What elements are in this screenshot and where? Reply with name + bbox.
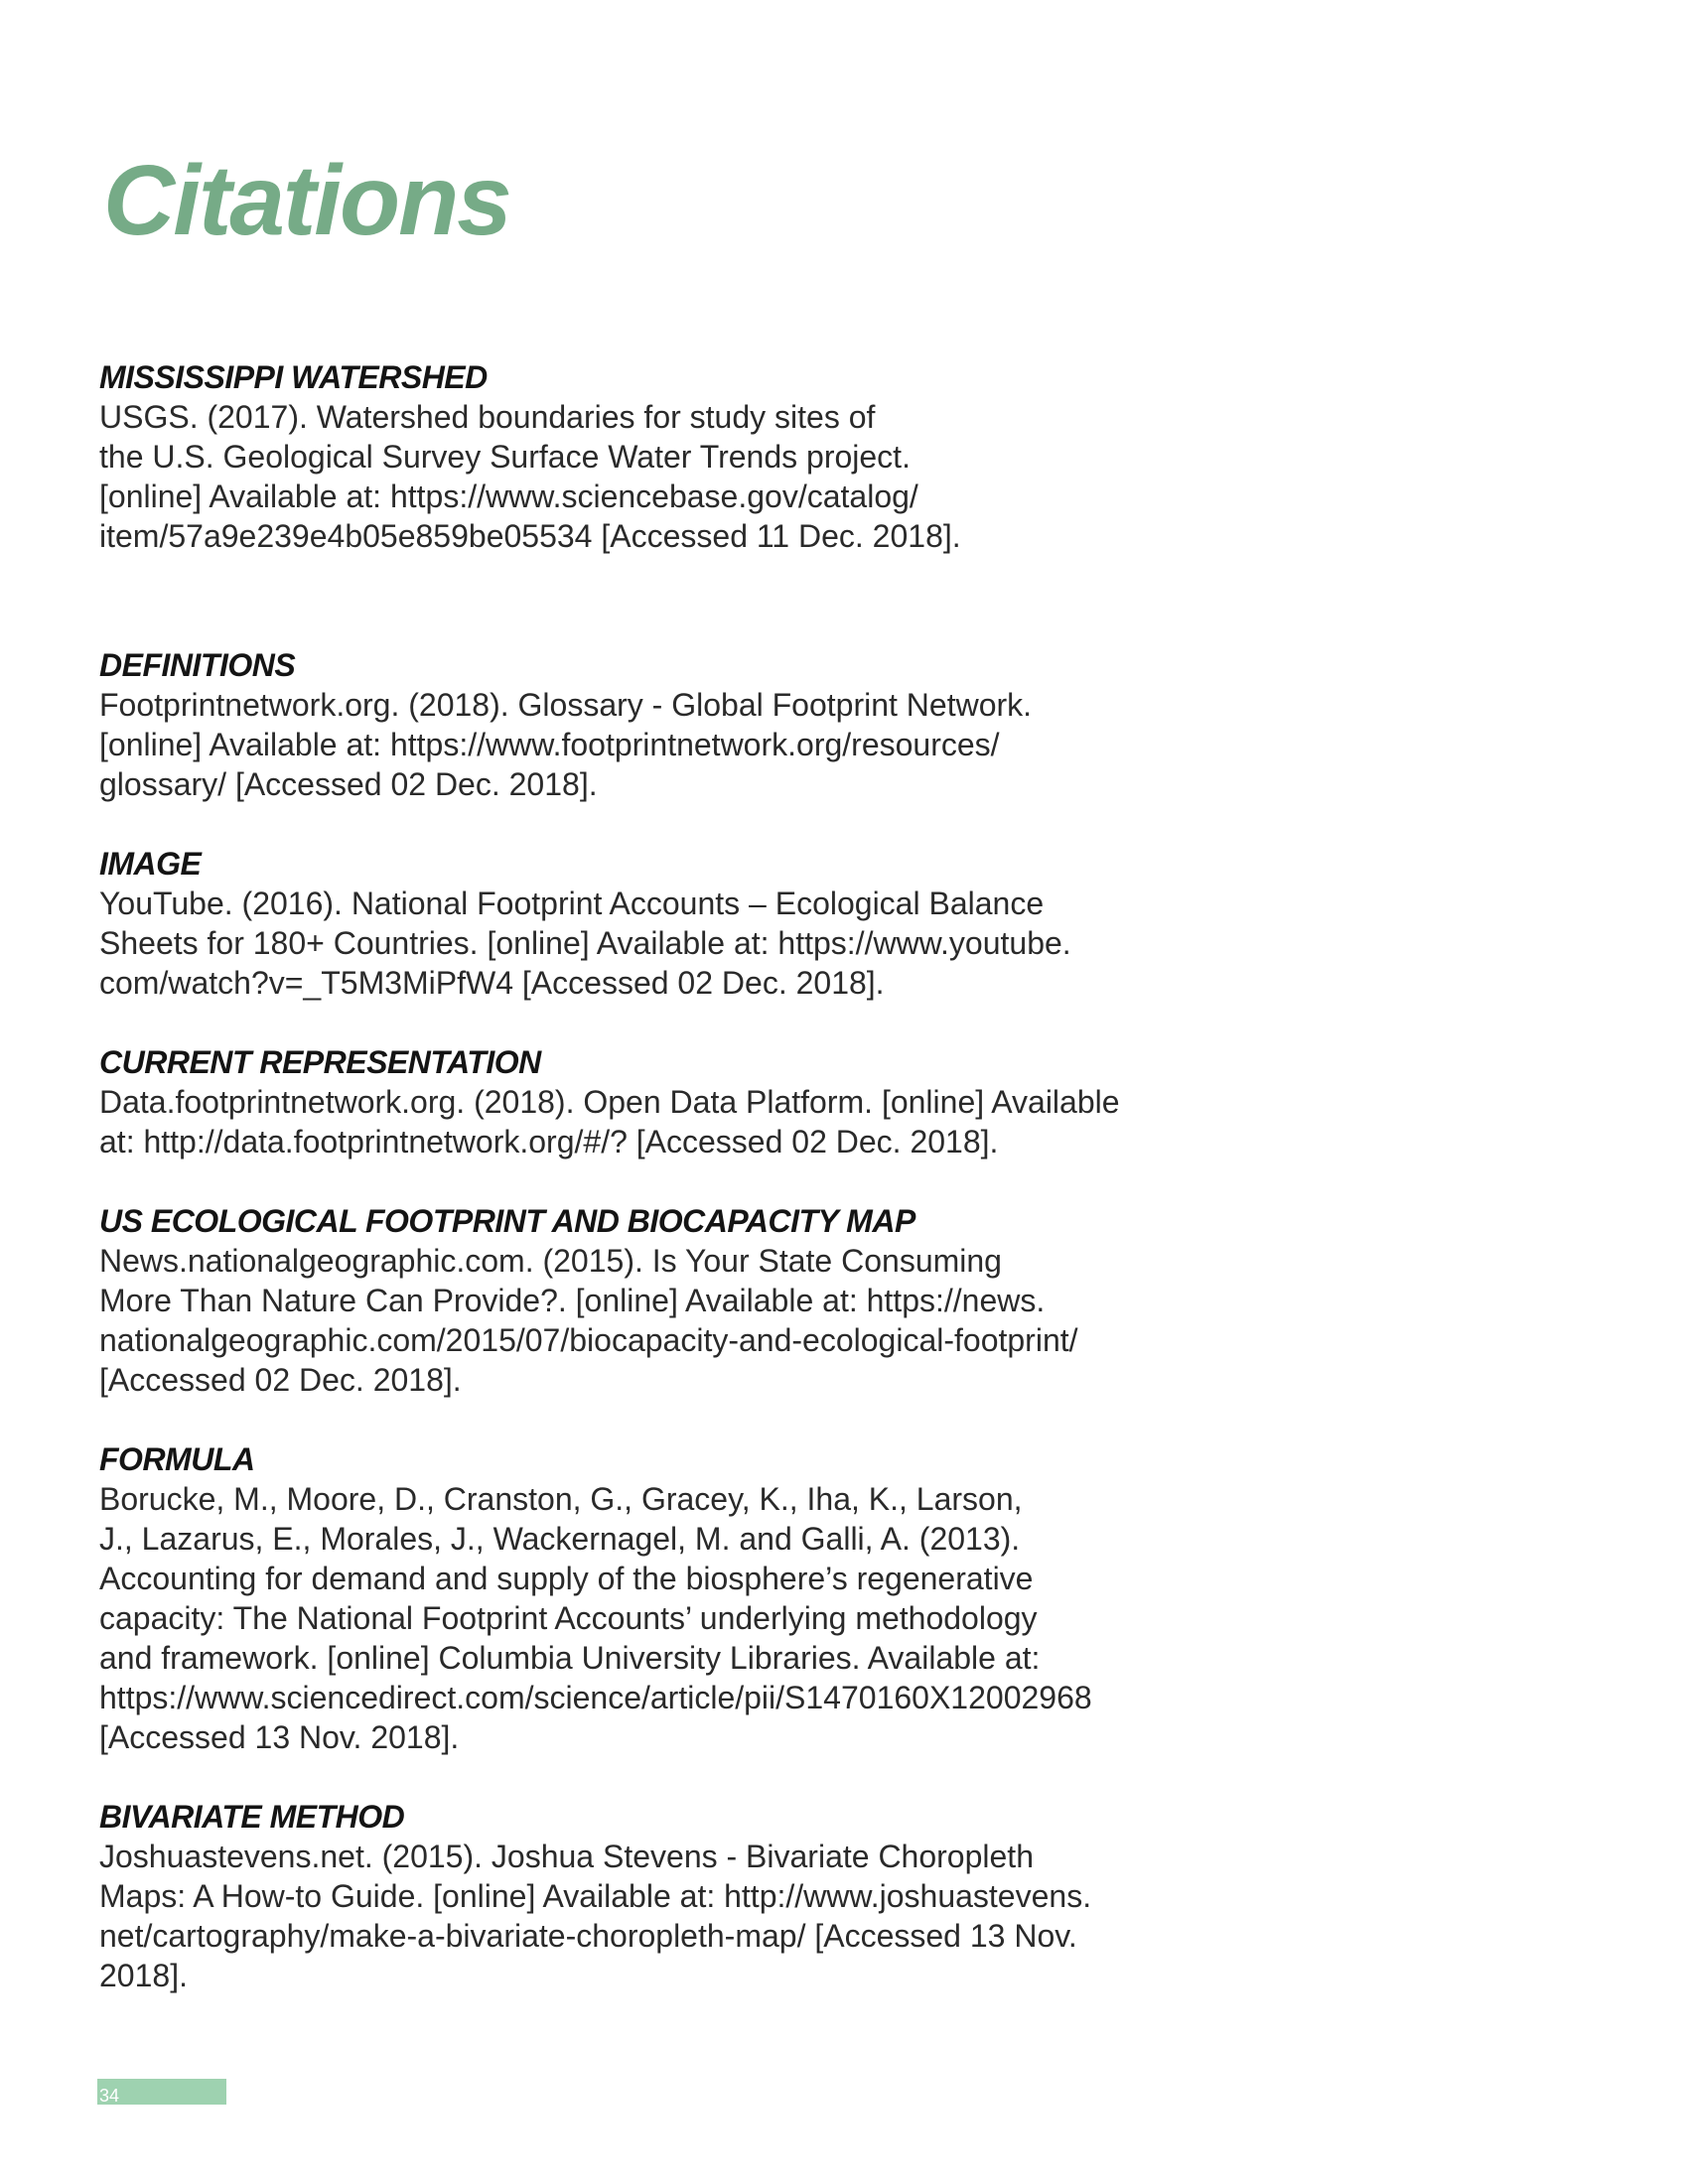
citation-mississippi-watershed: [99, 357, 1291, 556]
citation-text: USGS. (2017). Watershed boundaries for study sites of the U.S. Geological Survey Surface Water Trends project. [online] Available at: https://www.sciencebase.gov/catalog/ item/57a9e239e4b05e859be05534 [Accessed 11 Dec. 2018].: [99, 399, 961, 554]
citation-text: Footprintnetwork.org. (2018). Glossary - Global Footprint Network. [online] Available at: https://www.footprintnetwork.org/resources/ glossary/ [Accessed 02 Dec. 2018].: [99, 687, 1033, 802]
page-title: Citations: [103, 145, 510, 256]
citations-list: [99, 357, 1291, 1995]
citation-text: Borucke, M., Moore, D., Cranston, G., Gracey, K., Iha, K., Larson, J., Lazarus, E., Morales, J., Wackernagel, M. and Galli, A. (2013). Accounting for demand and supply of the biosphere’s regenerative capacity: The National Footprint Accounts’ underlying methodology and framework. [online] Columbia University Libraries. Available at: https://www.sciencedirect.com/science/article/pii/S1470160X12002968 [Accessed 13 Nov. 2018].: [99, 1481, 1092, 1755]
citation-bivariate-method: [99, 1797, 1291, 1995]
citation-heading: CURRENT REPRESENTATION: [99, 1044, 541, 1080]
citation-text: Data.footprintnetwork.org. (2018). Open Data Platform. [online] Available at: http://data.footprintnetwork.org/#/? [Accessed 02 Dec. 2018].: [99, 1084, 1120, 1160]
page-number-bar: [97, 2079, 226, 2105]
citation-heading: FORMULA: [99, 1441, 255, 1477]
citation-heading: MISSISSIPPI WATERSHED: [99, 359, 488, 395]
citation-text: Joshuastevens.net. (2015). Joshua Stevens - Bivariate Choropleth Maps: A How-to Guide. [online] Available at: http://www.joshuastevens. net/cartography/make-a-bivariate-choropleth-map/ [Accessed 13 Nov. 2018].: [99, 1839, 1092, 1993]
citation-current-representation: [99, 1042, 1291, 1161]
citation-text: YouTube. (2016). National Footprint Accounts – Ecological Balance Sheets for 180+ Countries. [online] Available at: https://www.youtube. com/watch?v=_T5M3MiPfW4 [Accessed 02 Dec. 2018].: [99, 886, 1071, 1001]
citation-definitions: [99, 645, 1291, 804]
citation-heading: DEFINITIONS: [99, 647, 296, 683]
citation-image: [99, 844, 1291, 1003]
citation-heading: BIVARIATE METHOD: [99, 1799, 405, 1835]
citation-footprint-biocapacity-map: [99, 1201, 1291, 1400]
citation-text: News.nationalgeographic.com. (2015). Is Your State Consuming More Than Nature Can Provide?. [online] Available at: https://news. nationalgeographic.com/2015/07/biocapacity-and-ecological-footprint/ [Accessed 02 Dec. 2018].: [99, 1243, 1078, 1398]
citation-heading: US ECOLOGICAL FOOTPRINT AND BIOCAPACITY MAP: [99, 1203, 915, 1239]
page-number: 34: [99, 2086, 120, 2106]
citation-heading: IMAGE: [99, 846, 202, 882]
citation-formula: [99, 1439, 1291, 1757]
